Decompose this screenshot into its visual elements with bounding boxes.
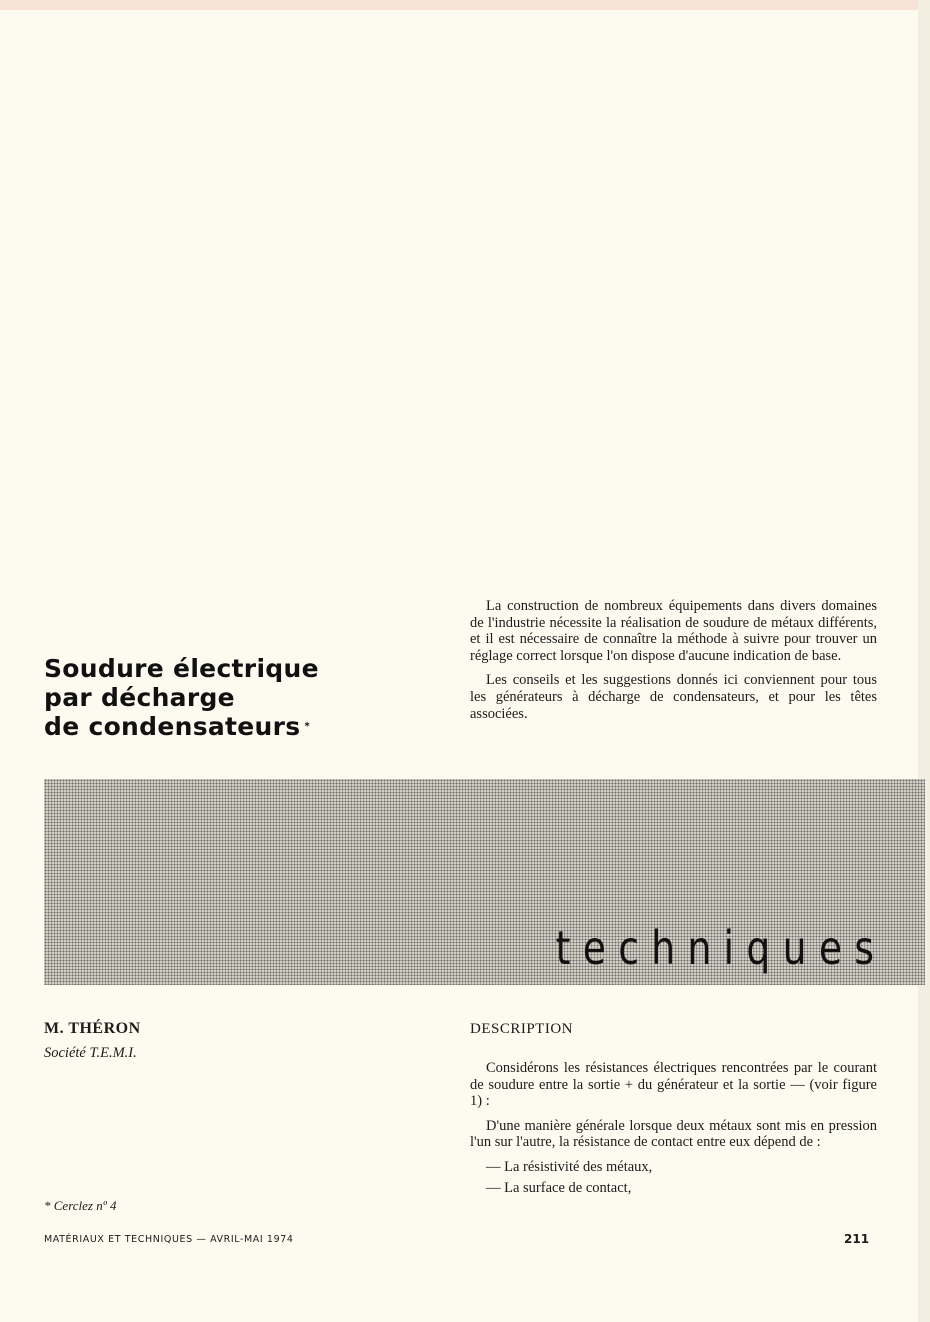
- title-footnote-marker: *: [304, 721, 310, 732]
- title-line-2: par décharge: [44, 683, 235, 712]
- footer-journal: MATÉRIAUX ET TECHNIQUES — AVRIL-MAI 1974: [44, 1234, 294, 1245]
- page-top-edge: [0, 0, 930, 10]
- list-item: — La surface de contact,: [486, 1179, 632, 1196]
- page-right-edge: [918, 0, 930, 1322]
- section-banner-word: techniques: [555, 921, 886, 975]
- body-text: [470, 1060, 877, 1200]
- author-affiliation: Société T.E.M.I.: [44, 1045, 137, 1061]
- title-line-1: Soudure électrique: [44, 654, 319, 683]
- intro-text: [470, 598, 877, 730]
- intro-paragraph-1: La construction de nombreux équipements dans divers domaines de l'industrie nécessite la réalisation de soudure de métaux différents, et il est nécessaire de connaître la méthode à suivre pour trouver un réglage correct lorsque l'on dispose d'aucune indication de base.: [470, 598, 877, 664]
- article-title: [44, 654, 374, 741]
- title-line-3: [44, 712, 374, 741]
- list-item: — La résistivité des métaux,: [486, 1158, 653, 1175]
- intro-paragraph-2: Les conseils et les suggestions donnés ici conviennent pour tous les générateurs à décharge de condensateurs, et pour les têtes associées.: [470, 672, 877, 722]
- body-paragraph-1: Considérons les résistances électriques rencontrées par le courant de soudure entre la sortie + du générateur et la sortie — (voir figure 1) :: [470, 1060, 877, 1110]
- author-name: M. THÉRON: [44, 1020, 141, 1037]
- footnote: * Cerclez nº 4: [44, 1198, 117, 1213]
- body-paragraph-2: D'une manière générale lorsque deux métaux sont mis en pression l'un sur l'autre, la résistance de contact entre eux dépend de :: [470, 1117, 877, 1151]
- page-number: 211: [844, 1232, 870, 1246]
- section-heading: DESCRIPTION: [470, 1021, 574, 1037]
- title-line-3-text: de condensateurs: [44, 712, 301, 741]
